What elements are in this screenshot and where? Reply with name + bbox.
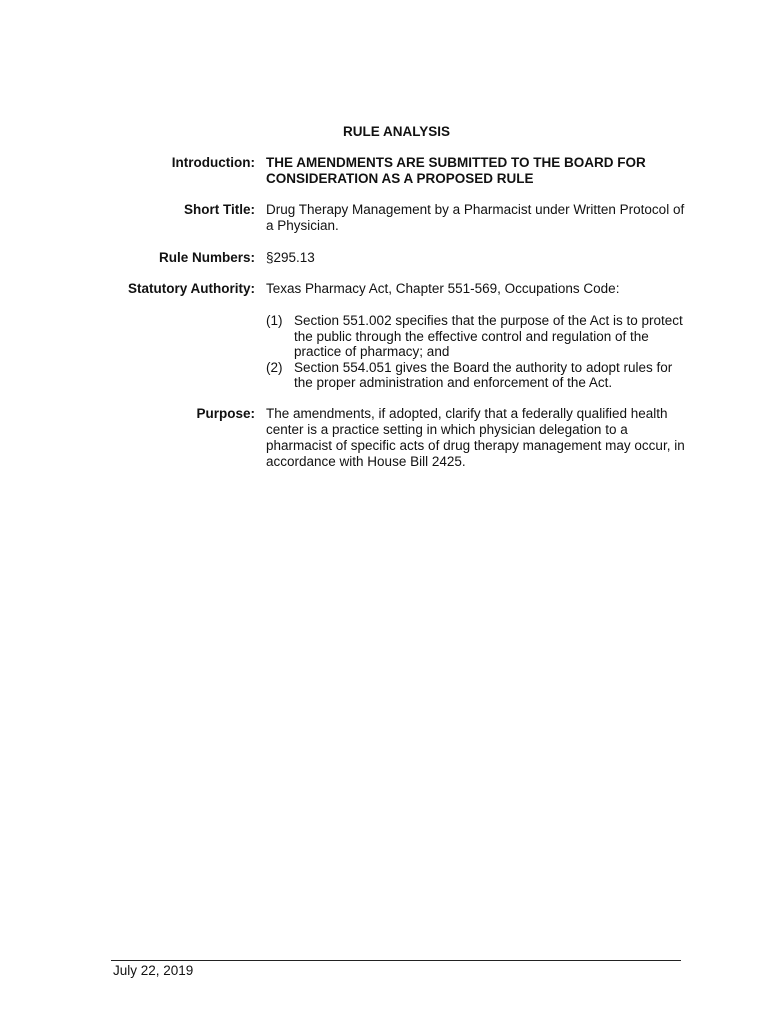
purpose-value: The amendments, if adopted, clarify that a federally qualified health center is a practice setting in which physician delegation to a pharmacist of specific acts of drug therapy management may occur, in accordance with House Bill 2425. <box>266 406 685 469</box>
list-item-number: (2) <box>266 359 283 375</box>
purpose-label: Purpose: <box>196 406 255 421</box>
statutory-authority-value: Texas Pharmacy Act, Chapter 551-569, Occupations Code: <box>266 281 620 296</box>
list-item <box>266 313 686 360</box>
short-title-label: Short Title: <box>183 202 255 217</box>
list-item-text: Section 554.051 gives the Board the authority to adopt rules for the proper administration and enforcement of the Act. <box>294 359 673 390</box>
list-item <box>266 360 686 391</box>
short-title-value: Drug Therapy Management by a Pharmacist under Written Protocol of a Physician. <box>266 202 685 233</box>
list-item-text: Section 551.002 specifies that the purpose of the Act is to protect the public through the effective control and regulation of the practice of pharmacy; and <box>294 313 683 359</box>
document-title: RULE ANALYSIS <box>342 124 451 139</box>
rule-numbers-label: Rule Numbers: <box>158 250 255 265</box>
footer-date: July 22, 2019 <box>113 963 194 978</box>
footer-divider <box>111 960 681 961</box>
introduction-label: Introduction: <box>171 155 255 170</box>
introduction-value: THE AMENDMENTS ARE SUBMITTED TO THE BOARD FOR CONSIDERATION AS A PROPOSED RULE <box>266 155 646 186</box>
rule-numbers-value: §295.13 <box>266 250 315 265</box>
statutory-authority-list <box>266 313 686 391</box>
list-item-number: (1) <box>266 313 283 328</box>
statutory-authority-label: Statutory Authority: <box>128 281 255 296</box>
